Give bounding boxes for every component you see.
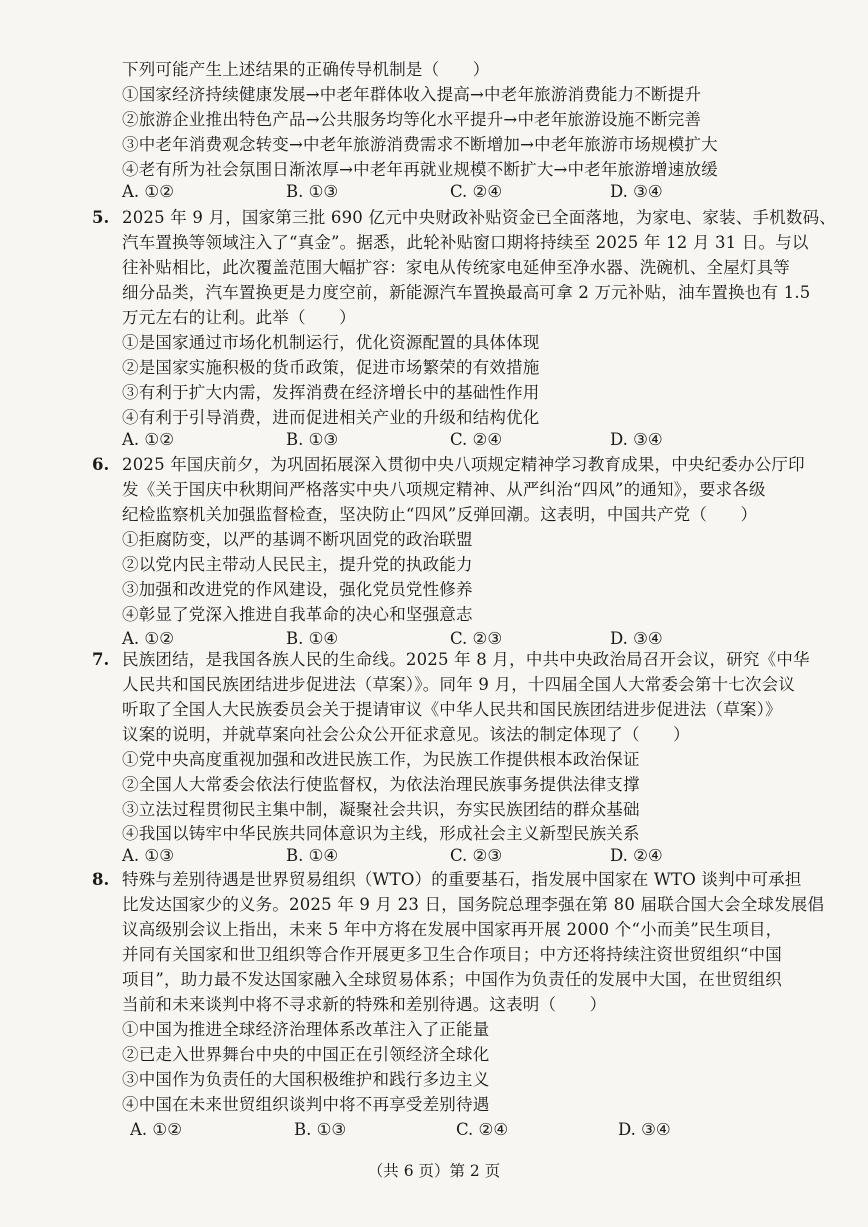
choice-a: A. ①② <box>130 1120 182 1139</box>
choice-a: A. ①③ <box>122 846 174 865</box>
choice-a: A. ①② <box>122 430 174 449</box>
question-text: 发《关于国庆中秋期间严格落实中央八项规定精神、从严纠治“四风”的通知》，要求各级 <box>122 480 766 499</box>
answer-choices <box>122 180 762 204</box>
question-number: 5. <box>92 208 110 227</box>
question-text: 当前和未来谈判中将不寻求新的特殊和差别待遇。这表明（ ） <box>122 995 607 1014</box>
choice-c: C. ②④ <box>450 430 503 449</box>
choice-d: D. ③④ <box>610 629 663 648</box>
choice-a: A. ①② <box>122 629 174 648</box>
question-text: 并同有关国家和世卫组织等合作开展更多卫生合作项目；中方还将持续注资世贸组织“中国 <box>122 945 782 964</box>
answer-choices <box>122 844 762 868</box>
choice-b: B. ①③ <box>294 1120 347 1139</box>
option-1: ①拒腐防变，以严的基调不断巩固党的政治联盟 <box>122 530 473 549</box>
question-text: 2025 年国庆前夕，为巩固拓展深入贯彻中央八项规定精神学习教育成果，中央纪委办公厅印 <box>122 455 805 474</box>
choice-b: B. ①③ <box>286 430 339 449</box>
choice-c: C. ②④ <box>456 1120 509 1139</box>
option-4: ④有利于引导消费，进而促进相关产业的升级和结构优化 <box>122 408 540 427</box>
question-text: 议高级别会议上指出，未来 5 年中方将在发展中国家再开展 2000 个“小而美”民生项目， <box>122 920 783 939</box>
option-3: ③中老年消费观念转变→中老年旅游消费需求不断增加→中老年旅游市场规模扩大 <box>122 135 718 154</box>
answer-choices <box>122 1118 762 1142</box>
question-text: 议案的说明，并就草案向社会公众公开征求意见。该法的制定体现了（ ） <box>122 725 690 744</box>
page-footer: （共 6 页）第 2 页 <box>367 1162 501 1180</box>
choice-b: B. ①④ <box>286 629 339 648</box>
question-text: 2025 年 9 月，国家第三批 690 亿元中央财政补贴资金已全面落地，为家电、家装、手机数码、 <box>122 208 837 227</box>
choice-b: B. ①④ <box>286 846 339 865</box>
option-2: ②以党内民主带动人民民主，提升党的执政能力 <box>122 555 473 574</box>
option-2: ②是国家实施积极的货币政策，促进市场繁荣的有效措施 <box>122 358 540 377</box>
question-text: 听取了全国人大民族委员会关于提请审议《中华人民共和国民族团结进步促进法（草案）》 <box>122 700 782 719</box>
question-text: 比发达国家少的义务。2025 年 9 月 23 日，国务院总理李强在第 80 届联合国大会全球发展倡 <box>122 895 825 914</box>
question-number: 6. <box>92 455 110 474</box>
option-3: ③中国作为负责任的大国积极维护和践行多边主义 <box>122 1070 490 1089</box>
question-4-prompt: 下列可能产生上述结果的正确传导机制是（ ） <box>122 60 490 79</box>
choice-c: C. ②③ <box>450 846 503 865</box>
question-text: 民族团结，是我国各族人民的生命线。2025 年 8 月，中共中央政治局召开会议，研究《中华 <box>122 650 810 669</box>
option-2: ②已走入世界舞台中央的中国正在引领经济全球化 <box>122 1045 490 1064</box>
question-text: 特殊与差别待遇是世界贸易组织（WTO）的重要基石，指发展中国家在 WTO 谈判中可承担 <box>122 870 802 889</box>
choice-d: D. ③④ <box>610 182 663 201</box>
choice-b: B. ①③ <box>286 182 339 201</box>
option-4: ④老有所为社会氛围日渐浓厚→中老年再就业规模不断扩大→中老年旅游增速放缓 <box>122 160 718 179</box>
choice-c: C. ②③ <box>450 629 503 648</box>
option-4: ④彰显了党深入推进自我革命的决心和坚强意志 <box>122 605 473 624</box>
question-number: 7. <box>92 650 110 669</box>
question-text: 项目”，助力最不发达国家融入全球贸易体系；中国作为负责任的发展中大国，在世贸组织 <box>122 970 782 989</box>
option-1: ①中国为推进全球经济治理体系改革注入了正能量 <box>122 1020 490 1039</box>
option-4: ④我国以铸牢中华民族共同体意识为主线，形成社会主义新型民族关系 <box>122 824 640 843</box>
question-text: 人民共和国民族团结进步促进法（草案）》。同年 9 月，十四届全国人大常委会第十七次会议 <box>122 675 796 694</box>
option-1: ①国家经济持续健康发展→中老年群体收入提高→中老年旅游消费能力不断提升 <box>122 85 702 104</box>
option-3: ③有利于扩大内需，发挥消费在经济增长中的基础性作用 <box>122 383 540 402</box>
option-2: ②旅游企业推出特色产品→公共服务均等化水平提升→中老年旅游设施不断完善 <box>122 110 702 129</box>
question-text: 细分品类，汽车置换更是力度空前，新能源汽车置换最高可拿 2 万元补贴，油车置换也有 1.5 <box>122 283 811 302</box>
option-3: ③加强和改进党的作风建设，强化党员党性修养 <box>122 580 473 599</box>
question-text: 纪检监察机关加强监督检查，坚决防止“四风”反弹回潮。这表明，中国共产党（ ） <box>122 505 758 524</box>
choice-d: D. ②④ <box>610 846 663 865</box>
question-text: 往补贴相比，此次覆盖范围大幅扩容：家电从传统家电延伸至净水器、洗碗机、全屋灯具等 <box>122 258 790 277</box>
choice-a: A. ①② <box>122 182 174 201</box>
question-text: 万元左右的让利。此举（ ） <box>122 308 356 327</box>
option-1: ①党中央高度重视加强和改进民族工作，为民族工作提供根本政治保证 <box>122 750 640 769</box>
answer-choices <box>122 428 762 452</box>
choice-d: D. ③④ <box>618 1120 671 1139</box>
option-4: ④中国在未来世贸组织谈判中将不再享受差别待遇 <box>122 1095 490 1114</box>
option-2: ②全国人大常委会依法行使监督权，为依法治理民族事务提供法律支撑 <box>122 775 640 794</box>
question-number: 8. <box>92 870 110 889</box>
choice-d: D. ③④ <box>610 430 663 449</box>
option-3: ③立法过程贯彻民主集中制，凝聚社会共识，夯实民族团结的群众基础 <box>122 800 640 819</box>
option-1: ①是国家通过市场化机制运行，优化资源配置的具体体现 <box>122 333 540 352</box>
question-text: 汽车置换等领域注入了“真金”。据悉，此轮补贴窗口期将持续至 2025 年 12 月 31 日。与以 <box>122 233 809 252</box>
choice-c: C. ②④ <box>450 182 503 201</box>
